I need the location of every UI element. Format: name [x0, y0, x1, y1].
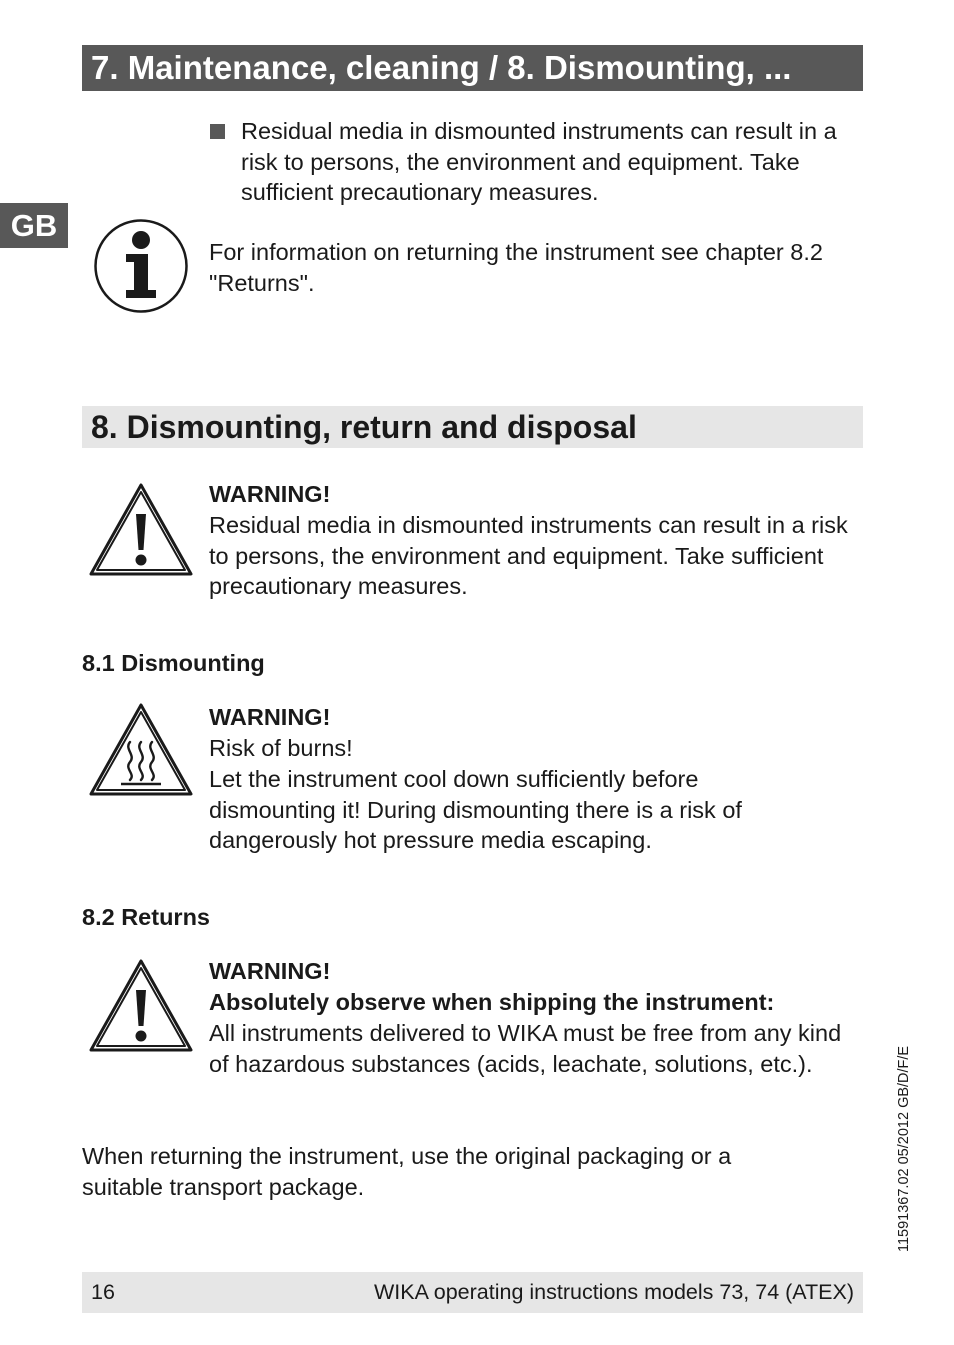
warning-title: WARNING!	[209, 958, 331, 984]
bullet-text: Residual media in dismounted instruments can result in a risk to persons, the environment and equipment. Take sufficient precautionary measures.	[241, 118, 837, 205]
document-code: 11591367.02 05/2012 GB/D/F/E	[896, 1045, 912, 1252]
language-tab: GB	[0, 203, 68, 248]
info-icon	[93, 218, 189, 314]
section-8-header: 8. Dismounting, return and disposal	[82, 406, 863, 448]
returns-paragraph: When returning the instrument, use the original packaging or a suitable transport package.	[82, 1143, 732, 1200]
warning-triangle-icon	[88, 958, 194, 1054]
section-7-header: 7. Maintenance, cleaning / 8. Dismounting, ...	[82, 45, 863, 91]
warning-title: WARNING!	[209, 481, 331, 507]
subsection-8-1-heading: 8.1 Dismounting	[82, 650, 265, 676]
footer-title: WIKA operating instructions models 73, 74 (ATEX)	[374, 1280, 854, 1304]
page-footer	[82, 1272, 863, 1313]
warning-triangle-icon	[88, 482, 194, 578]
warning-line: Risk of burns!	[209, 735, 353, 761]
info-note: For information on returning the instrument see chapter 8.2 "Returns".	[209, 239, 823, 296]
warning-text: Residual media in dismounted instruments can result in a risk to persons, the environment and equipment. Take sufficient precautionary measures.	[209, 512, 848, 599]
warning-text: Let the instrument cool down sufficiently before dismounting it! During dismounting there is a risk of dangerously hot pressure media escaping.	[209, 766, 742, 853]
page-number: 16	[91, 1280, 115, 1304]
hot-surface-warning-icon	[88, 702, 194, 798]
warning-text: All instruments delivered to WIKA must be free from any kind of hazardous substances (acids, leachate, solutions, etc.).	[209, 1020, 842, 1077]
bullet-square-icon	[210, 124, 225, 139]
subsection-8-2-heading: 8.2 Returns	[82, 904, 210, 930]
warning-title: WARNING!	[209, 704, 331, 730]
warning-bold-line: Absolutely observe when shipping the instrument:	[209, 989, 775, 1015]
